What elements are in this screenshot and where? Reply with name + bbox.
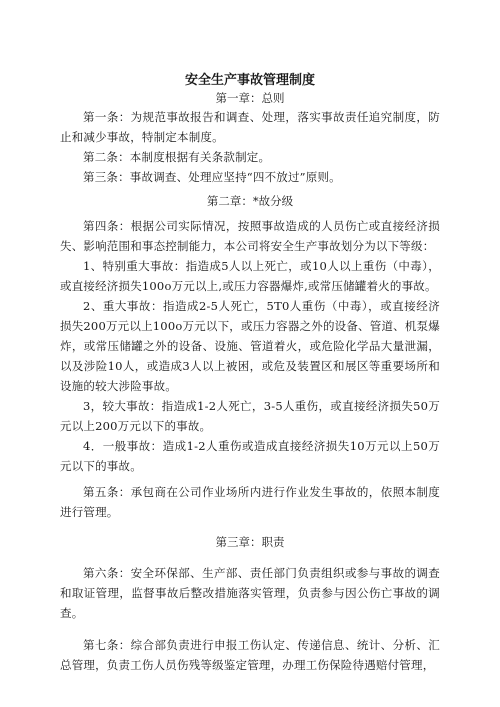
article-3: 第三条：事故调查、处理应坚持“四不放过”原则。	[83, 170, 341, 184]
chapter-1-heading: 第一章：总则	[215, 91, 285, 105]
level-1-major-accident: 1、特别重大事故：指造成5人以上死亡，或10人以上重伤（中毒），或直接经济损失100o万元以上,或压力容器爆炸,或常压储罐着火的事故。	[60, 259, 440, 293]
chapter-3-heading: 第三章：职责	[215, 535, 285, 549]
level-2-serious-accident: 2、重大事故：指造成2-5人死亡，5T0人重伤（中毒），或直接经济损失200万元以上100o万元以下，或压力容器之外的设备、管道、机泵爆炸，或常压储罐之外的设备、设施、管道着火，或危险化学品大量泄漏，以及涉险10人，或造成3人以上被困，或危及装置区和展区等重要场所和设施的较大涉险事故。	[60, 299, 440, 393]
article-6: 第六条：安全环保部、生产部、责任部门负责组织或参与事故的调查和取证管理，监督事故后整改措施落实管理，负责参与因公伤亡事故的调查。	[60, 566, 440, 620]
chapter-2-heading: 第二章：*故分级	[206, 194, 294, 208]
article-2: 第二条：本制度根据有关条款制定。	[83, 150, 271, 164]
article-1: 第一条：为规范事故报告和调查、处理，落实事故责任追究制度，防止和减少事故，特制定本制度。	[60, 110, 440, 144]
level-4-general-accident: 4．一般事故：造成1-2人重伤或造成直接经济损失10万元以上50万元以下的事故。	[60, 439, 440, 473]
document-title: 安全生产事故管理制度	[184, 73, 315, 88]
article-5: 第五条：承包商在公司作业场所内进行作业发生事故的，依照本制度进行管理。	[60, 485, 440, 519]
article-7: 第七条：综合部负责进行申报工伤认定、传递信息、统计、分析、汇总管理，负责工伤人员伤残等级鉴定管理，办理工伤保险待遇赔付管理，	[60, 638, 440, 672]
level-3-large-accident: 3，较大事故：指造成1-2人死亡，3-5人重伤，或直接经济损失50万元以上200万元以下的事故。	[60, 399, 440, 433]
article-4: 第四条：根据公司实际情况，按照事故造成的人员伤亡或直接经济损失、影响范围和事态控制能力，本公司将安全生产事故划分为以下等级：	[60, 219, 440, 253]
